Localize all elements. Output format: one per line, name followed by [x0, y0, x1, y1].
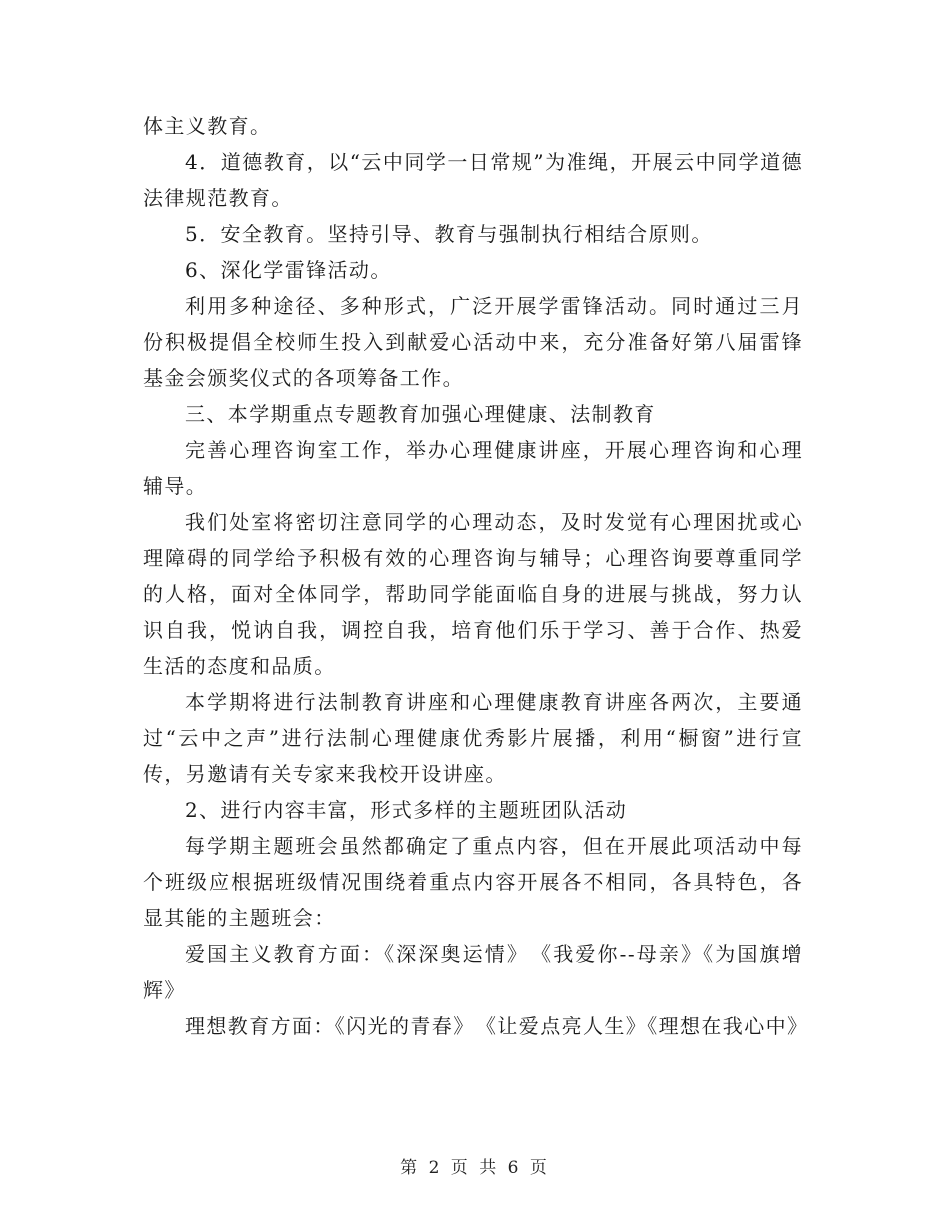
- paragraph: 理想教育方面：《闪光的青春》 《让爱点亮人生》《理想在我心中》: [185, 1014, 809, 1038]
- section-heading: 三、本学期重点专题教育加强心理健康、法制教育: [185, 402, 656, 426]
- paragraph: 每学期主题班会虽然都确定了重点内容，但在开展此项活动中每个班级应根据班级情况围绕着重点内容开展各不相同，各具特色，各显其能的主题班会：: [143, 834, 803, 930]
- paragraph: 体主义教育。: [143, 114, 272, 138]
- paragraph: 爱国主义教育方面：《深深奥运情》 《我爱你--母亲》《为国旗增辉》: [143, 942, 803, 1002]
- paragraph: 2、进行内容丰富，形式多样的主题班团队活动: [185, 798, 628, 822]
- paragraph: 6、深化学雷锋活动。: [185, 258, 392, 282]
- paragraph: 我们处室将密切注意同学的心理动态，及时发觉有心理困扰或心理障碍的同学给予积极有效的心理咨询与辅导；心理咨询要尊重同学的人格，面对全体同学，帮助同学能面临自身的进展与挑战，努力认识自我，悦讷自我，调控自我，培育他们乐于学习、善于合作、热爱生活的态度和品质。: [143, 510, 803, 678]
- paragraph: 利用多种途径、多种形式，广泛开展学雷锋活动。同时通过三月份积极提倡全校师生投入到献爱心活动中来，充分准备好第八届雷锋基金会颁奖仪式的各项筹备工作。: [143, 294, 803, 390]
- page-number-footer: 第 2 页 共 6 页: [400, 1158, 550, 1178]
- paragraph: 5．安全教育。坚持引导、教育与强制执行相结合原则。: [185, 222, 713, 246]
- paragraph: 4．道德教育，以“云中同学一日常规”为准绳，开展云中同学道德法律规范教育。: [143, 150, 803, 210]
- document-body: [143, 108, 809, 1044]
- paragraph: 完善心理咨询室工作，举办心理健康讲座，开展心理咨询和心理辅导。: [143, 438, 803, 498]
- paragraph: 本学期将进行法制教育讲座和心理健康教育讲座各两次，主要通过“云中之声”进行法制心理健康优秀影片展播，利用“橱窗”进行宣传，另邀请有关专家来我校开设讲座。: [143, 690, 803, 786]
